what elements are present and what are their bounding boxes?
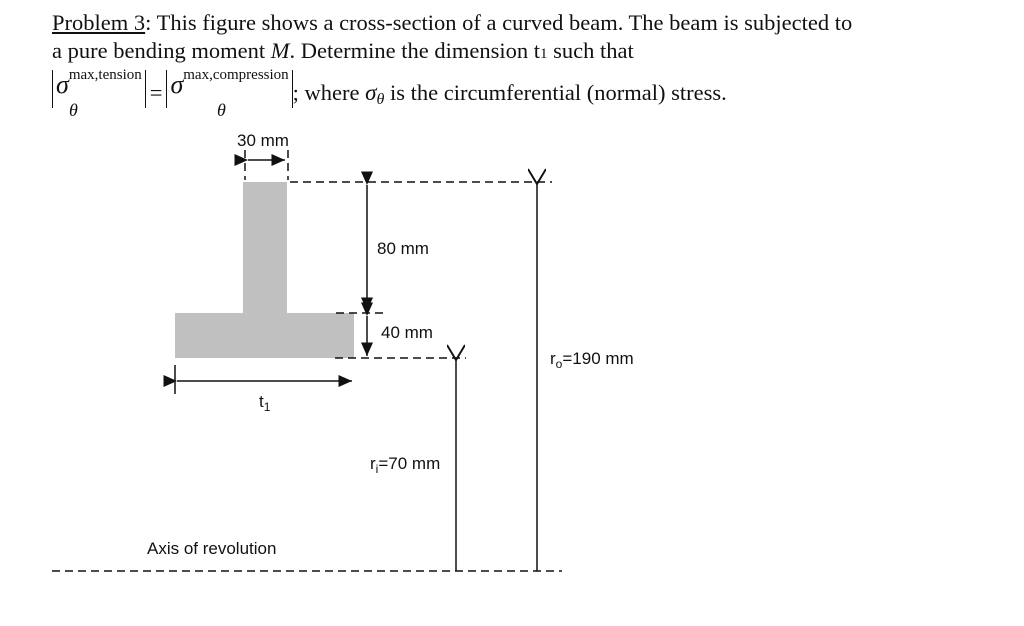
t1-label: $t_1$ xyxy=(259,392,271,414)
web-height-label: 80 mm xyxy=(377,239,429,258)
theta-sub-1: θ xyxy=(69,100,78,120)
superscript-tension: max,tension xyxy=(68,67,142,83)
subscript: 1 xyxy=(540,46,548,62)
sigma: σ xyxy=(170,70,184,99)
sigma: σ xyxy=(365,80,377,106)
text: ; where xyxy=(292,80,366,106)
sigma: σ xyxy=(56,70,69,99)
ro-label: $r_o=190$ mm xyxy=(550,349,634,371)
problem-text: : This figure shows a cross-section of a curved beam. The beam is subjected to xyxy=(145,10,853,35)
theta: θ xyxy=(376,91,385,109)
equals: = xyxy=(149,80,163,106)
theta-sub-2: θ xyxy=(217,100,226,120)
axis-label: Axis of revolution xyxy=(147,539,277,558)
text: such that xyxy=(547,38,634,63)
moment-symbol: M xyxy=(270,38,290,63)
ri-label: $r_i=70$ mm xyxy=(370,454,441,476)
dimension-arrows xyxy=(175,160,537,571)
t-section xyxy=(175,182,354,358)
text: is the circumferential (normal) stress. xyxy=(384,80,727,106)
text: . Determine the dimension t xyxy=(289,38,541,63)
web-width-label: 30 mm xyxy=(237,131,289,150)
text: a pure bending moment xyxy=(52,38,271,63)
dashed-lines xyxy=(52,150,562,571)
problem-label: Problem 3 xyxy=(52,10,146,35)
superscript-compression: max,compression xyxy=(183,67,289,83)
flange-height-label: 40 mm xyxy=(381,323,433,342)
